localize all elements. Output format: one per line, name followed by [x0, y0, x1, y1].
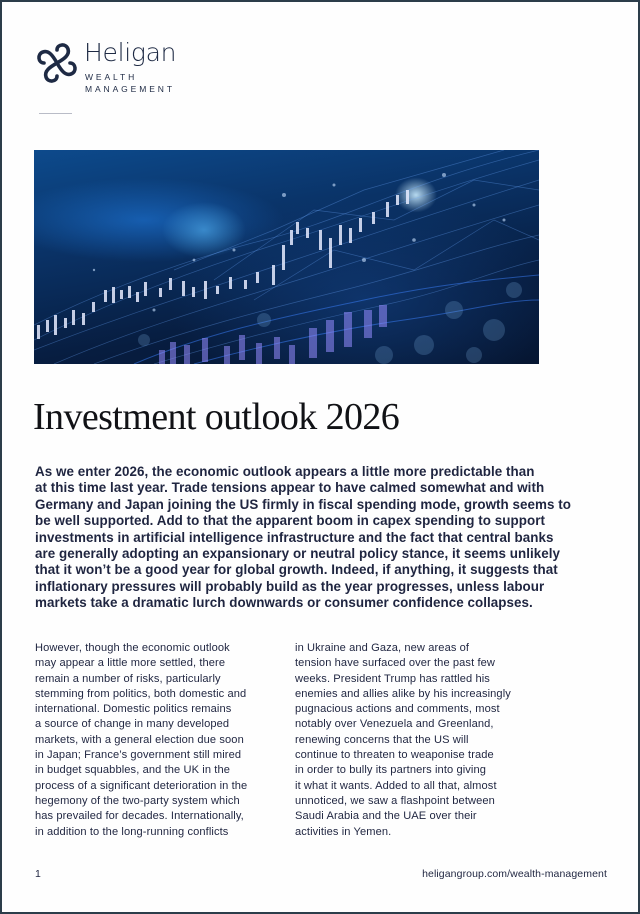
body-line: pugnacious actions and comments, most — [295, 703, 500, 716]
brand-subtitle-wealth: WEALTH — [85, 72, 138, 82]
body-line: a source of change in many developed — [35, 718, 230, 731]
body-line: in Ukraine and Gaza, new areas of — [295, 642, 470, 654]
body-line: weeks. President Trump has rattled his — [295, 672, 490, 685]
footer-website-link[interactable]: heligangroup.com/wealth-management — [422, 868, 607, 880]
body-line: markets, with a general election due soon — [35, 733, 244, 746]
lead-line: Germany and Japan joining the US firmly in fiscal spending mode, growth seems to — [35, 496, 572, 512]
body-line: Saudi Arabia and the UAE over their — [295, 810, 477, 823]
interlocking-loops-logo-icon — [34, 40, 80, 86]
lead-line: markets take a dramatic lurch downwards or consumer confidence collapses. — [35, 595, 533, 611]
lead-line: inflationary pressures will probably build as the year progresses, unless labour — [35, 578, 545, 594]
brand-name: Heligan — [84, 38, 177, 67]
body-line: international. Domestic politics remains — [35, 703, 232, 716]
lead-line: be well supported. Add to that the apparent boom in capex spending to support — [35, 513, 545, 529]
body-line: in Japan; France’s government still mired — [35, 749, 242, 762]
body-line: it what it wants. Added to all that, almost — [295, 779, 497, 792]
body-line: has prevailed for decades. Internationally, — [35, 810, 244, 823]
body-column-left — [35, 641, 285, 840]
document-page — [2, 2, 638, 912]
lead-paragraph — [35, 464, 575, 612]
body-line: process of a significant deterioration in the — [35, 779, 248, 792]
body-line: However, though the economic outlook — [35, 642, 230, 654]
body-line: in order to bully its partners into giving — [295, 764, 487, 777]
lead-line: that it won’t be a good year for global growth. Indeed, if anything, it suggests that — [35, 562, 558, 578]
body-line: tension have surfaced over the past few — [295, 657, 496, 670]
lead-line: are generally adopting an expansionary or neutral policy stance, it seems unlikely — [35, 546, 561, 562]
body-line: notably over Venezuela and Greenland, — [295, 718, 494, 731]
candlestick-chart-illustration — [34, 150, 539, 364]
hero-image — [34, 150, 539, 364]
lead-line: As we enter 2026, the economic outlook appears a little more predictable than — [35, 464, 535, 479]
body-line: in budget squabbles, and the UK in the — [35, 764, 230, 777]
body-line: renewing concerns that the US will — [295, 733, 469, 746]
lead-line: at this time last year. Trade tensions appear to have calmed somewhat and with — [35, 480, 545, 496]
body-line: may appear a little more settled, there — [35, 657, 226, 670]
body-column-right — [295, 641, 545, 840]
brand-logo — [34, 40, 194, 96]
body-line: enemies and allies alike by his increasingly — [295, 687, 511, 700]
lead-line: investments in artificial intelligence infrastructure and the fact that central banks — [35, 529, 554, 545]
body-line: stemming from politics, both domestic and — [35, 687, 247, 700]
body-line: in addition to the long-running conflicts — [35, 825, 229, 838]
body-line: unnoticed, we saw a flashpoint between — [295, 794, 495, 807]
page-title: Investment outlook 2026 — [33, 396, 400, 438]
body-line: remain a number of risks, particularly — [35, 672, 221, 685]
body-line: continue to threaten to weaponise trade — [295, 749, 494, 762]
page-number: 1 — [35, 868, 41, 880]
brand-subtitle-management: MANAGEMENT — [85, 84, 175, 94]
body-line: activities in Yemen. — [295, 825, 392, 838]
body-line: hegemony of the two-party system which — [35, 794, 240, 807]
header-divider — [39, 113, 72, 114]
